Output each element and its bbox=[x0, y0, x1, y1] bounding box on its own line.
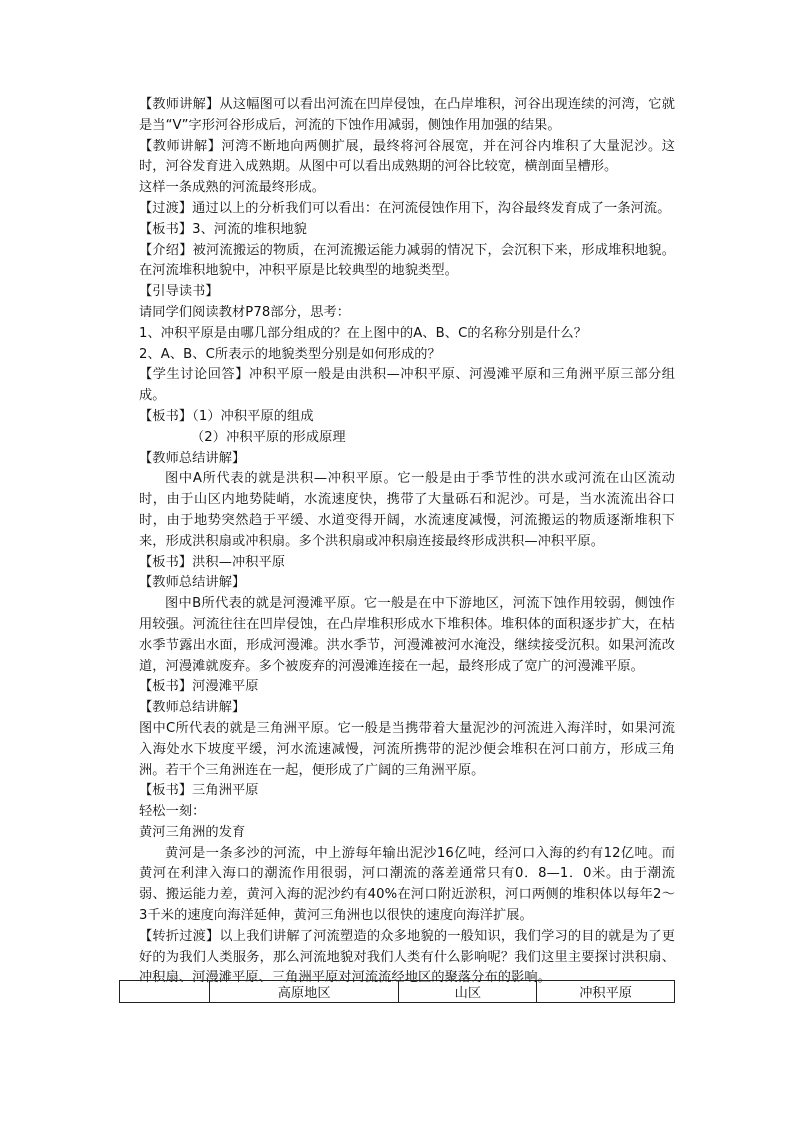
board-heading: 【板书】三角洲平原 bbox=[139, 783, 259, 799]
paragraph: 【教师讲解】河湾不断地向两侧扩展，最终将河谷展宽，并在河谷内堆积了大量泥沙。这时，河谷发育进入成熟期。从图中可以看出成熟期的河谷比较宽，横剖面呈槽形。 bbox=[139, 138, 675, 175]
board-heading: 【板书】洪积—冲积平原 bbox=[139, 554, 286, 570]
table-header-cell: 冲积平原 bbox=[537, 981, 675, 1003]
paragraph: 黄河是一条多沙的河流，中上游每年输出泥沙16亿吨，经河口入海的约有12亿吨。而黄河在利津入海口的潮流作用很弱，河口潮流的落差通常只有0．8—1．0米。由于潮流弱、搬运能力差，黄河入海的泥沙约有40%在河口附近淤积，河口两侧的堆积体以每年2～3千米的速度向海洋延伸，黄河三角洲也以很快的速度向海洋扩展。 bbox=[139, 845, 675, 924]
section-label: 【教师总结讲解】 bbox=[139, 450, 246, 466]
subtitle: 黄河三角洲的发育 bbox=[139, 824, 246, 840]
section-label: 轻松一刻： bbox=[139, 804, 206, 820]
paragraph: 【介绍】被河流搬运的物质，在河流搬运能力减弱的情况下，会沉积下来，形成堆积地貌。在河流堆积地貌中，冲积平原是比较典型的地貌类型。 bbox=[139, 242, 675, 279]
paragraph: 【转折过渡】以上我们讲解了河流塑造的众多地貌的一般知识，我们学习的目的就是为了更好的为我们人类服务，那么河流地貌对我们人类有什么影响呢？我们这里主要探讨洪积扇、冲积扇、河漫滩平原、三角洲平原对河流流经地区的聚落分布的影响。 bbox=[139, 928, 675, 986]
board-heading: 【板书】3、河流的堆积地貌 bbox=[139, 221, 307, 237]
board-heading: 【板书】河漫滩平原 bbox=[139, 679, 259, 695]
board-heading: 【板书】（1）冲积平原的组成 bbox=[139, 408, 314, 424]
table-header-cell bbox=[120, 981, 210, 1003]
table-header-cell: 山区 bbox=[399, 981, 537, 1003]
paragraph: 【教师讲解】从这幅图可以看出河流在凹岸侵蚀，在凸岸堆积，河谷出现连续的河湾，它就是当“V”字形河谷形成后，河流的下蚀作用减弱，侧蚀作用加强的结果。 bbox=[139, 97, 675, 133]
section-label: 【教师总结讲解】 bbox=[139, 575, 246, 591]
paragraph: 图中C所代表的就是三角洲平原。它一般是当携带着大量泥沙的河流进入海洋时，如果河流入海处水下坡度平缓，河水流速减慢，河流所携带的泥沙便会堆积在河口前方，形成三角洲。若干个三角洲连在一起，便形成了广阔的三角洲平原。 bbox=[139, 720, 675, 778]
section-label: 【引导读书】 bbox=[139, 284, 219, 300]
paragraph: 【过渡】通过以上的分析我们可以看出：在河流侵蚀作用下，沟谷最终发育成了一条河流。 bbox=[139, 200, 671, 216]
question-item: 2、A、B、C所表示的地貌类型分别是如何形成的？ bbox=[139, 346, 441, 362]
board-subheading: （2）冲积平原的形成原理 bbox=[191, 429, 346, 445]
table-header-row bbox=[120, 981, 675, 1003]
lesson-body bbox=[139, 95, 675, 989]
paragraph: 这样一条成熟的河流最终形成。 bbox=[139, 180, 326, 196]
paragraph: 图中A所代表的就是洪积—冲积平原。它一般是由于季节性的洪水或河流在山区流动时，由于山区内地势陡峭，水流速度快，携带了大量砾石和泥沙。可是，当水流流出谷口时，由于地势突然趋于平缓、水道变得开阔，水流速度减慢，河流搬运的物质逐渐堆积下来，形成洪积扇或冲积扇。多个洪积扇或冲积扇连接最终形成洪积—冲积平原。 bbox=[139, 471, 675, 549]
paragraph: 【学生讨论回答】冲积平原一般是由洪积—冲积平原、河漫滩平原和三角洲平原三部分组成。 bbox=[139, 367, 675, 404]
comparison-table bbox=[119, 980, 675, 1003]
paragraph: 请同学们阅读教材P78部分，思考： bbox=[139, 304, 351, 320]
paragraph: 图中B所代表的就是河漫滩平原。它一般是在中下游地区，河流下蚀作用较弱，侧蚀作用较强。河流往往在凹岸侵蚀，在凸岸堆积形成水下堆积体。堆积体的面积逐步扩大，在枯水季节露出水面，形成河漫滩。洪水季节，河漫滩被河水淹没，继续接受沉积。如果河流改道，河漫滩就废弃。多个被废弃的河漫滩连接在一起，最终形成了宽广的河漫滩平原。 bbox=[139, 596, 675, 674]
section-label: 【教师总结讲解】 bbox=[139, 700, 246, 716]
question-item: 1、冲积平原是由哪几部分组成的？在上图中的A、B、C的名称分别是什么？ bbox=[139, 325, 587, 341]
table-header-cell: 高原地区 bbox=[209, 981, 399, 1003]
